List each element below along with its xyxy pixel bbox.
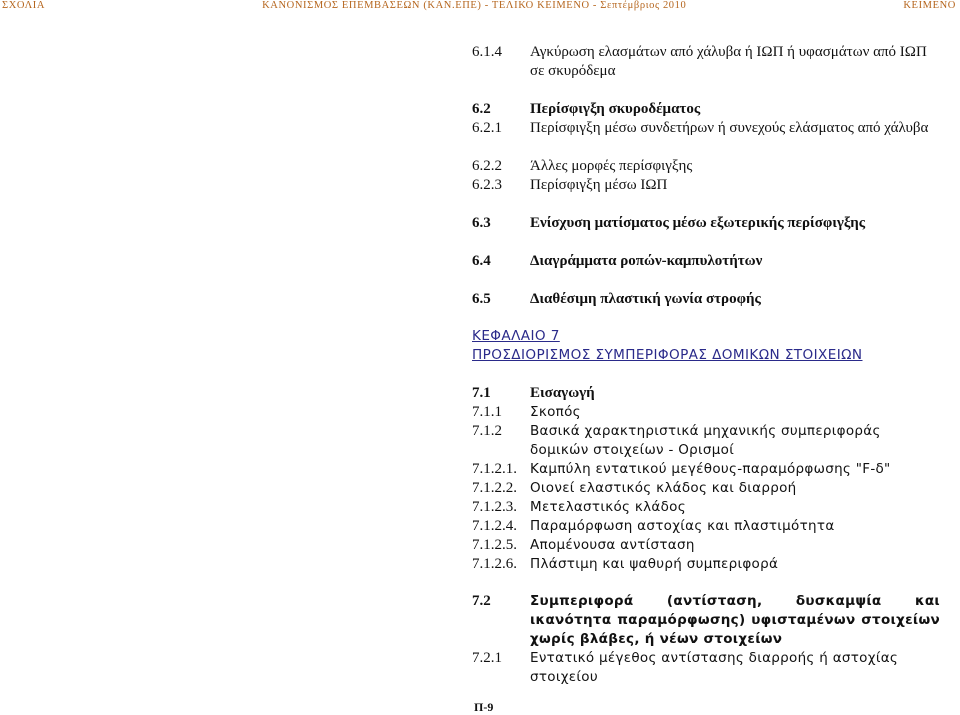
- toc-number: 7.1.2.5.: [472, 537, 517, 553]
- chapter-7-label: ΚΕΦΑΛΑΙΟ 7: [472, 328, 560, 344]
- toc-text: Ενίσχυση ματίσματος μέσω εξωτερικής περίσφιγξης: [530, 215, 866, 231]
- toc-text: Πλάστιμη και ψαθυρή συμπεριφορά: [530, 556, 779, 572]
- toc-number: 7.2.1: [472, 650, 502, 666]
- toc-number: 6.2.1: [472, 120, 502, 136]
- toc-text: Καμπύλη εντατικού μεγέθους-παραμόρφωσης "F-δ": [530, 461, 891, 477]
- toc-text: Περίσφιγξη μέσω συνδετήρων ή συνεχούς ελάσματος από χάλυβα: [530, 120, 929, 136]
- toc-number: 6.5: [472, 291, 491, 307]
- toc-text: Συμπεριφορά (αντίσταση, δυσκαμψία και ικανότητα παραμόρφωσης) υφισταμένων στοιχείων χωρίς βλάβες, ή νέων στοιχείων: [530, 593, 940, 647]
- toc-number: 6.2: [472, 101, 491, 117]
- toc-number: 6.3: [472, 215, 491, 231]
- toc-text: Περίσφιγξη σκυροδέματος: [530, 101, 701, 117]
- header-title: ΚΑΝΟΝΙΣΜΟΣ ΕΠΕΜΒΑΣΕΩΝ (ΚΑΝ.ΕΠΕ) - ΤΕΛΙΚΟ ΚΕΙΜΕΝΟ - Σεπτέμβριος 2010: [262, 0, 687, 11]
- toc-number: 7.1.2.1.: [472, 461, 517, 477]
- header-left: ΣΧΟΛΙΑ: [2, 0, 46, 11]
- chapter-7-title: ΠΡΟΣΔΙΟΡΙΣΜΟΣ ΣΥΜΠΕΡΙΦΟΡΑΣ ΔΟΜΙΚΩΝ ΣΤΟΙΧΕΙΩΝ: [472, 347, 863, 363]
- toc-number: 6.4: [472, 253, 491, 269]
- toc-number: 7.1.2.3.: [472, 499, 517, 515]
- toc-text: Μετελαστικός κλάδος: [530, 499, 686, 515]
- toc-number: 7.2: [472, 593, 491, 609]
- toc-number: 6.2.3: [472, 177, 502, 193]
- toc-number: 7.1.2.6.: [472, 556, 517, 572]
- toc-number: 7.1.2.4.: [472, 518, 517, 534]
- toc-number: 6.1.4: [472, 44, 502, 60]
- toc-text: Σκοπός: [530, 404, 581, 420]
- toc-text: Διαθέσιμη πλαστική γωνία στροφής: [530, 291, 761, 307]
- page-number: Π-9: [474, 700, 494, 714]
- toc-text: Αγκύρωση ελασμάτων από χάλυβα ή ΙΩΠ ή υφασμάτων από ΙΩΠ σε σκυρόδεμα: [530, 44, 927, 79]
- toc-number: 7.1.2.2.: [472, 480, 517, 496]
- toc-text: Απομένουσα αντίσταση: [530, 537, 695, 553]
- toc-number: 7.1: [472, 385, 491, 401]
- toc-text: Βασικά χαρακτηριστικά μηχανικής συμπεριφοράς δομικών στοιχείων - Ορισμοί: [530, 423, 881, 458]
- toc-number: 7.1.1: [472, 404, 502, 420]
- toc-text: Εντατικό μέγεθος αντίστασης διαρροής ή αστοχίας στοιχείου: [530, 650, 899, 685]
- toc-text: Οιονεί ελαστικός κλάδος και διαρροή: [530, 480, 797, 496]
- toc-text: Άλλες μορφές περίσφιγξης: [530, 158, 693, 174]
- toc-text: Παραμόρφωση αστοχίας και πλαστιμότητα: [530, 518, 835, 534]
- toc-text: Εισαγωγή: [530, 385, 595, 401]
- header-right: ΚΕΙΜΕΝΟ: [903, 0, 956, 11]
- toc-number: 6.2.2: [472, 158, 502, 174]
- page-header: [0, 0, 960, 13]
- toc-number: 7.1.2: [472, 423, 502, 439]
- toc-text: Περίσφιγξη μέσω ΙΩΠ: [530, 177, 668, 193]
- toc-text: Διαγράμματα ροπών-καμπυλοτήτων: [530, 253, 763, 269]
